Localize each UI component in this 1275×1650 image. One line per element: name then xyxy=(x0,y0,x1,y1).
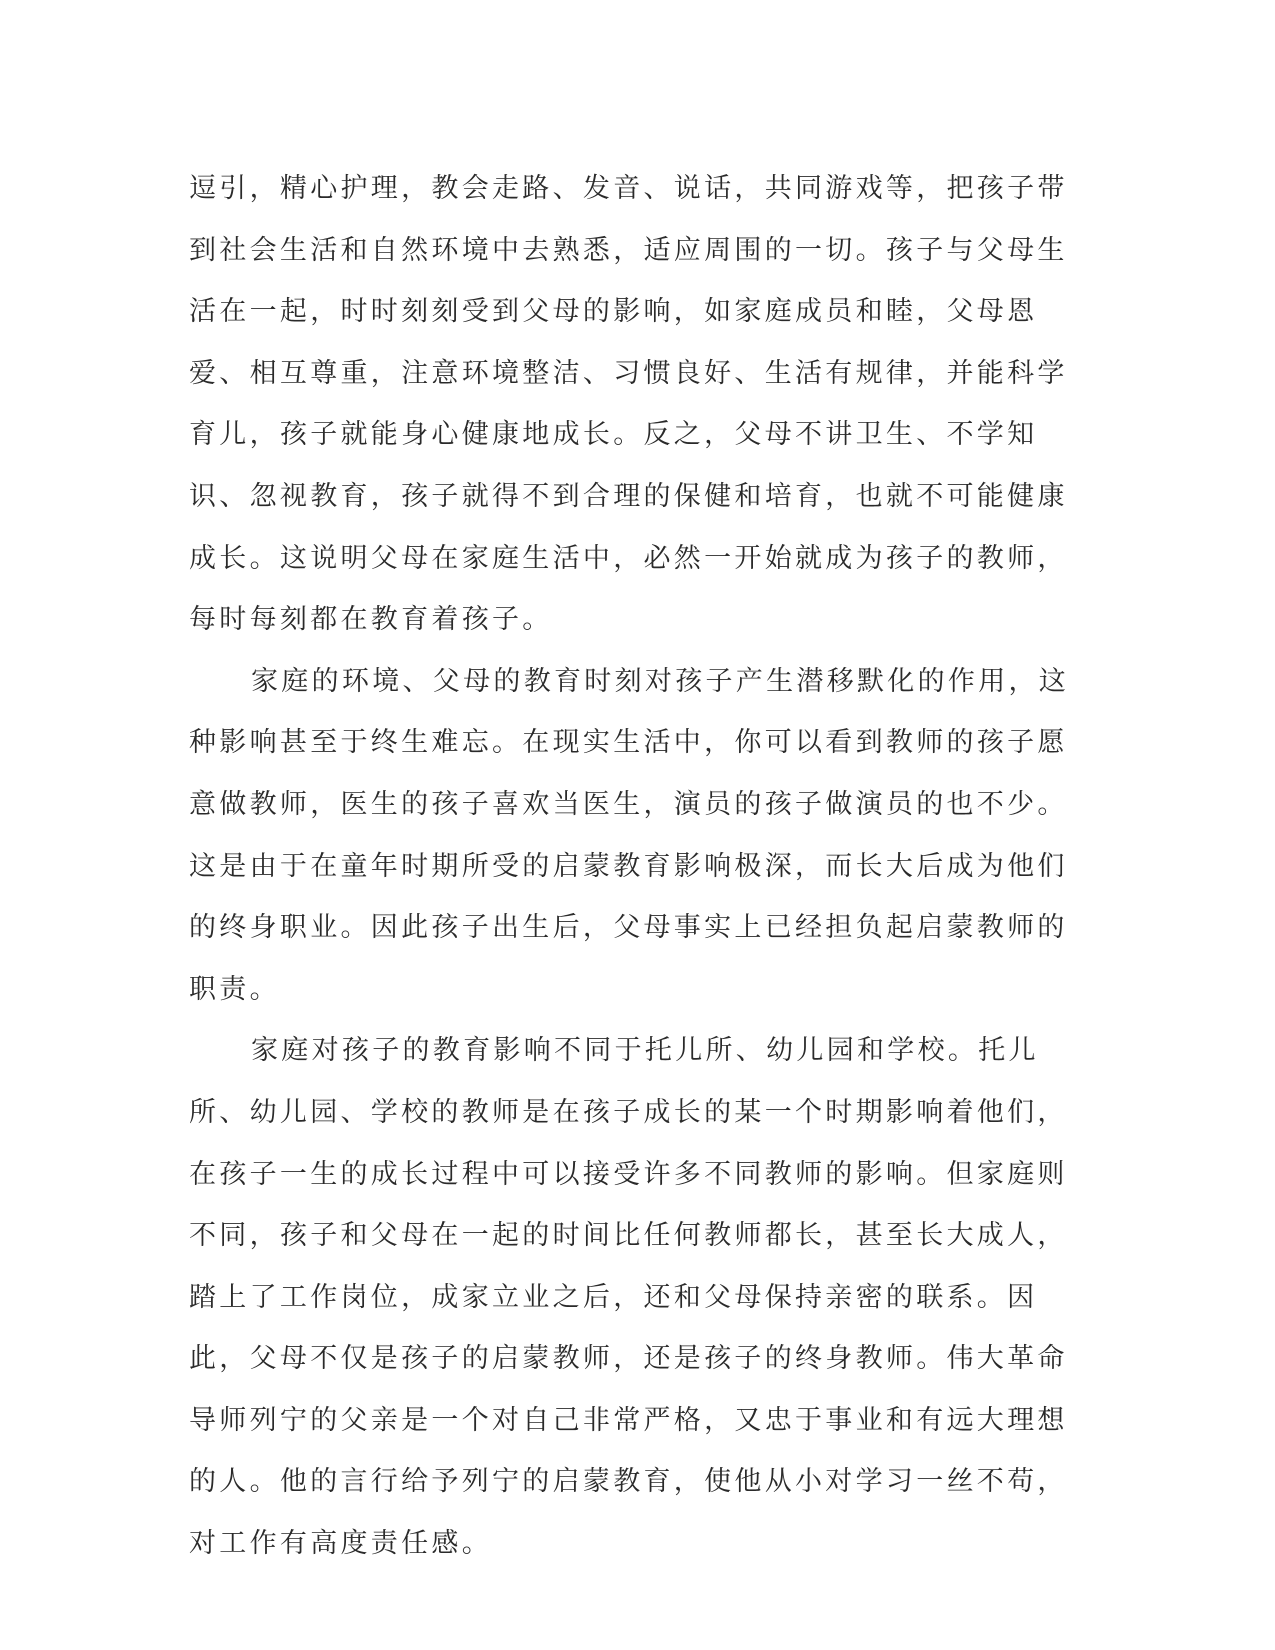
body-text xyxy=(189,158,1089,1575)
paragraph-3: 家庭对孩子的教育影响不同于托儿所、幼儿园和学校。托儿所、幼儿园、学校的教师是在孩子成长的某一个时期影响着他们，在孩子一生的成长过程中可以接受许多不同教师的影响。但家庭则不同，孩子和父母在一起的时间比任何教师都长，甚至长大成人，踏上了工作岗位，成家立业之后，还和父母保持亲密的联系。因此，父母不仅是孩子的启蒙教师，还是孩子的终身教师。伟大革命导师列宁的父亲是一个对自己非常严格，又忠于事业和有远大理想的人。他的言行给予列宁的启蒙教育，使他从小对学习一丝不苟，对工作有高度责任感。 xyxy=(189,1035,1068,1560)
paragraph-2: 家庭的环境、父母的教育时刻对孩子产生潜移默化的作用，这种影响甚至于终生难忘。在现实生活中，你可以看到教师的孩子愿意做教师，医生的孩子喜欢当医生，演员的孩子做演员的也不少。这是由于在童年时期所受的启蒙教育影响极深，而长大后成为他们的终身职业。因此孩子出生后，父母事实上已经担负起启蒙教师的职责。 xyxy=(189,665,1070,1005)
paragraph-1: 逗引，精心护理，教会走路、发音、说话，共同游戏等，把孩子带到社会生活和自然环境中去熟悉，适应周围的一切。孩子与父母生活在一起，时时刻刻受到父母的影响，如家庭成员和睦，父母恩爱、相互尊重，注意环境整洁、习惯良好、生活有规律，并能科学育儿，孩子就能身心健康地成长。反之，父母不讲卫生、不学知识、忽视教育，孩子就得不到合理的保健和培育，也就不可能健康成长。这说明父母在家庭生活中，必然一开始就成为孩子的教师，每时每刻都在教育着孩子。 xyxy=(189,173,1068,636)
